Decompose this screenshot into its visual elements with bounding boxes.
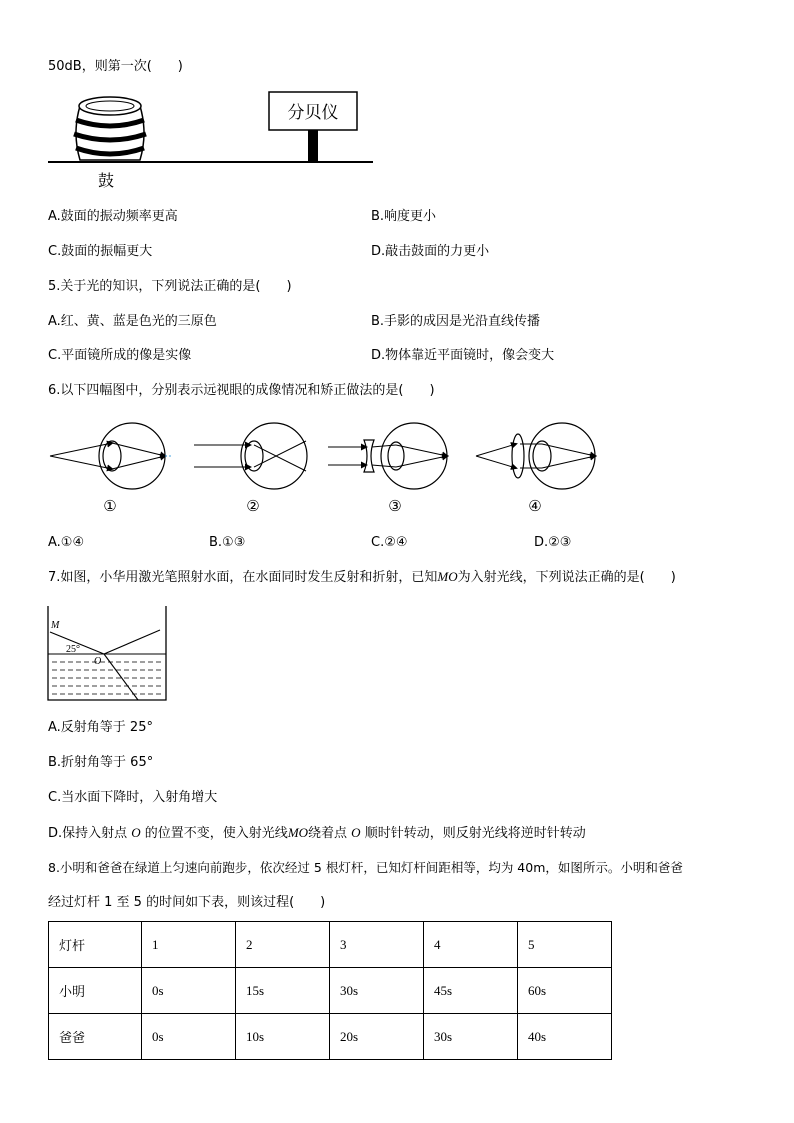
table-cell: 0s (142, 968, 236, 1014)
table-cell: 30s (424, 1014, 518, 1060)
drum-label: 鼓 (97, 171, 115, 190)
q6-stem: 6.以下四幅图中，分别表示远视眼的成像情况和矫正做法的是( ) (48, 383, 435, 398)
table-cell: 小明 (49, 968, 142, 1014)
q7-option-c: C.当水面下降时，入射角增大 (48, 790, 218, 805)
decibel-meter-label: 分贝仪 (287, 103, 339, 123)
table-cell: 20s (330, 1014, 424, 1060)
eye-diagram-3 (328, 423, 447, 489)
q5-option-b: B.手影的成因是光沿直线传播 (371, 314, 541, 329)
q4-option-a: A.鼓面的振动频率更高 (48, 209, 178, 224)
q5-option-d: D.物体靠近平面镜时，像会变大 (371, 348, 555, 363)
q5-option-c: C.平面镜所成的像是实像 (48, 348, 192, 363)
q8-stem-line1: 8.小明和爸爸在绿道上匀速向前跑步，依次经过 5 根灯杆，已知灯杆间距相等，均为 40m，如图所示。小明和爸爸 (48, 860, 683, 875)
q7-option-a: A.反射角等于 25° (48, 720, 153, 735)
q6-option-d: D.②③ (534, 535, 572, 550)
table-row (49, 968, 612, 1014)
eye-diagram-label-2: ② (246, 497, 260, 515)
q7-laser-water-figure (46, 604, 170, 704)
q5-stem: 5.关于光的知识，下列说法正确的是( ) (48, 279, 292, 294)
table-cell: 3 (330, 922, 424, 968)
q4-option-d: D.敲击鼓面的力更小 (371, 244, 490, 259)
q7-option-b: B.折射角等于 65° (48, 755, 154, 770)
table-cell: 60s (518, 968, 612, 1014)
q6-option-b: B.①③ (209, 535, 246, 550)
eye-diagram-1 (50, 423, 172, 489)
q6-option-a: A.①④ (48, 535, 85, 550)
q4-option-c: C.鼓面的振幅更大 (48, 244, 153, 259)
eye-diagram-2 (194, 423, 307, 489)
q4-stem-tail: 50dB，则第一次( ) (48, 59, 183, 74)
q7-stem: 7.如图，小华用激光笔照射水面，在水面同时发生反射和折射，已知MO为入射光线，下列说法正确的是( ) (48, 569, 676, 585)
table-cell: 5 (518, 922, 612, 968)
table-cell: 45s (424, 968, 518, 1014)
point-o-label: O (94, 656, 102, 667)
table-cell: 30s (330, 968, 424, 1014)
q6-eye-diagrams (44, 416, 604, 520)
eye-diagram-label-3: ③ (388, 497, 402, 515)
table-cell: 10s (236, 1014, 330, 1060)
table-row (49, 1014, 612, 1060)
eye-diagram-4 (476, 423, 595, 489)
table-cell: 4 (424, 922, 518, 968)
q8-time-table (48, 921, 612, 1060)
table-cell: 40s (518, 1014, 612, 1060)
eye-diagram-label-1: ① (103, 497, 117, 515)
drum-icon (74, 97, 146, 160)
table-cell: 0s (142, 1014, 236, 1060)
q6-option-c: C.②④ (371, 535, 408, 550)
q8-stem-line2: 经过灯杆 1 至 5 的时间如下表，则该过程( ) (48, 895, 326, 910)
q7-option-d: D.保持入射点 O 的位置不变，使入射光线MO绕着点 O 顺时针转动，则反射光线将逆时针转动 (48, 825, 586, 841)
angle-label: 25° (66, 644, 80, 655)
q4-option-b: B.响度更小 (371, 209, 437, 224)
table-cell: 1 (142, 922, 236, 968)
q5-option-a: A.红、黄、蓝是色光的三原色 (48, 314, 217, 329)
table-cell: 灯杆 (49, 922, 142, 968)
table-cell: 15s (236, 968, 330, 1014)
point-m-label: M (51, 620, 60, 631)
table-row (49, 922, 612, 968)
table-cell: 2 (236, 922, 330, 968)
eye-diagram-label-4: ④ (528, 497, 542, 515)
table-cell: 爸爸 (49, 1014, 142, 1060)
q4-drum-meter-figure (40, 88, 380, 198)
